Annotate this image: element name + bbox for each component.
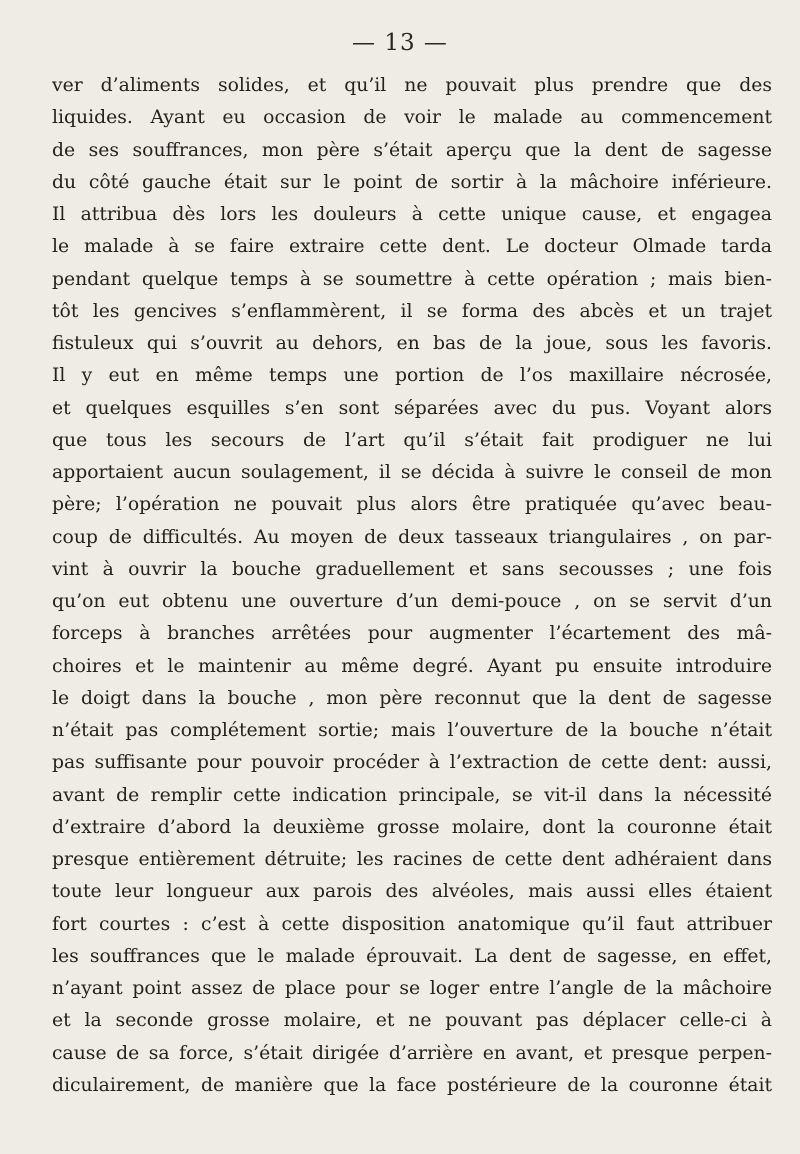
text-line: liquides. Ayant eu occasion de voir le malade au commencement	[52, 107, 772, 129]
text-line: fistuleux qui s’ouvrit au dehors, en bas de la joue, sous les favoris.	[52, 333, 772, 354]
page-number: — 13 —	[352, 30, 448, 56]
text-line: diculairement, de manière que la face postérieure de la couronne était	[52, 1074, 772, 1096]
text-line: père; l’opération ne pouvait plus alors être pratiquée qu’avec beau-	[52, 494, 772, 516]
text-line: tôt les gencives s’enflammèrent, il se forma des abcès et un trajet	[52, 300, 772, 322]
text-line: coup de difficultés. Au moyen de deux tasseaux triangulaires , on par-	[52, 526, 772, 548]
text-line: le doigt dans la bouche , mon père reconnut que la dent de sagesse	[52, 687, 772, 709]
text-line: apportaient aucun soulagement, il se décida à suivre le conseil de mon	[52, 462, 772, 483]
text-line: vint à ouvrir la bouche graduellement et sans secousses ; une fois	[52, 558, 772, 580]
text-line: toute leur longueur aux parois des alvéoles, mais aussi elles étaient	[52, 881, 772, 903]
text-line: ver d’aliments solides, et qu’il ne pouvait plus prendre que des	[52, 75, 772, 96]
text-line: fort courtes : c’est à cette disposition anatomique qu’il faut attribuer	[52, 913, 772, 935]
text-line: avant de remplir cette indication principale, se vit-il dans la nécessité	[52, 784, 772, 806]
text-line: cause de sa force, s’était dirigée d’arrière en avant, et presque perpen-	[52, 1042, 772, 1064]
text-line: d’extraire d’abord la deuxième grosse molaire, dont la couronne était	[52, 816, 772, 838]
text-line: n’était pas complétement sortie; mais l’ouverture de la bouche n’était	[52, 720, 772, 741]
text-line: Il y eut en même temps une portion de l’os maxillaire nécrosée,	[52, 365, 772, 387]
text-line: du côté gauche était sur le point de sortir à la mâchoire inférieure.	[52, 171, 772, 193]
text-line: et quelques esquilles s’en sont séparées avec du pus. Voyant alors	[52, 397, 772, 419]
text-line: Il attribua dès lors les douleurs à cette unique cause, et engagea	[52, 204, 772, 225]
text-line: que tous les secours de l’art qu’il s’était fait prodiguer ne lui	[52, 429, 772, 451]
text-line: forceps à branches arrêtées pour augmenter l’écartement des mâ-	[52, 623, 772, 645]
text-line: le malade à se faire extraire cette dent. Le docteur Olmade tarda	[52, 236, 772, 258]
text-line: choires et le maintenir au même degré. Ayant pu ensuite introduire	[52, 655, 772, 677]
text-line: les souffrances que le malade éprouvait. La dent de sagesse, en effet,	[52, 945, 772, 967]
text-line: pendant quelque temps à se soumettre à cette opération ; mais bien-	[52, 268, 772, 290]
text-line: n’ayant point assez de place pour se loger entre l’angle de la mâchoire	[52, 978, 772, 999]
text-line: et la seconde grosse molaire, et ne pouvant pas déplacer celle-ci à	[52, 1010, 772, 1032]
text-line: presque entièrement détruite; les racines de cette dent adhéraient dans	[52, 849, 772, 870]
body-text	[52, 70, 772, 1102]
text-line: qu’on eut obtenu une ouverture d’un demi-pouce , on se servit d’un	[52, 591, 772, 612]
text-line: pas suffisante pour pouvoir procéder à l’extraction de cette dent: aussi,	[52, 752, 772, 774]
text-line: de ses souffrances, mon père s’était aperçu que la dent de sagesse	[52, 139, 772, 161]
